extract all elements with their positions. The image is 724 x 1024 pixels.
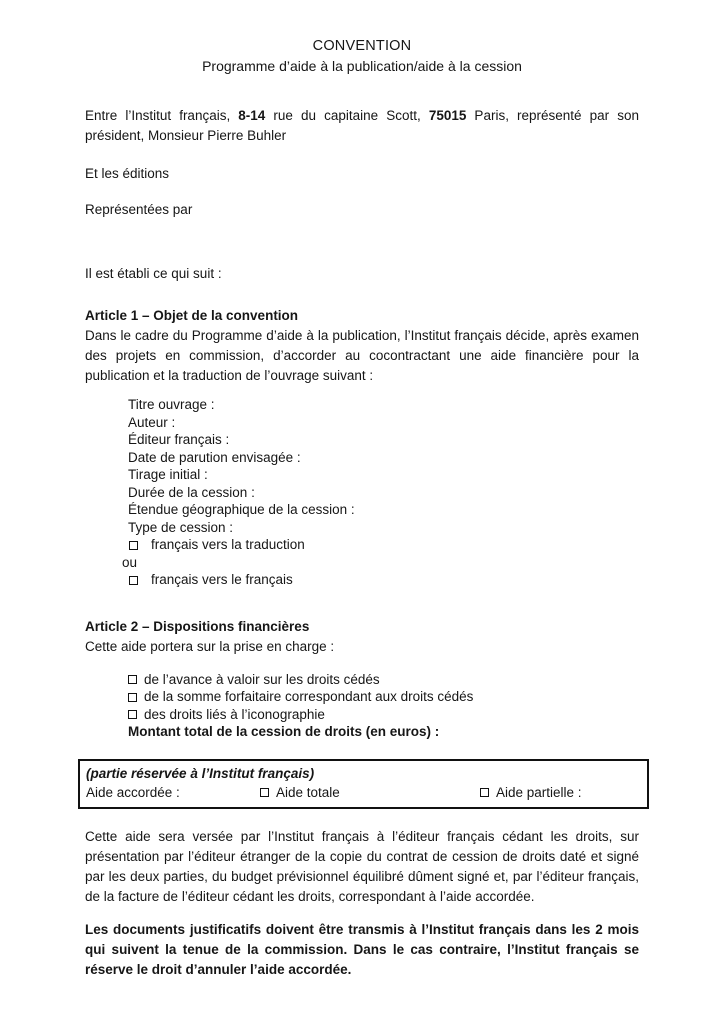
aide-accordee-label: Aide accordée : — [86, 784, 180, 800]
established-line: Il est établi ce qui suit : — [85, 266, 222, 281]
field-tirage-initial: Tirage initial : — [128, 467, 208, 482]
document-subtitle: Programme d’aide à la publication/aide à la cession — [202, 58, 522, 74]
intro-paragraph — [85, 106, 639, 146]
reserved-box-title: (partie réservée à l’Institut français) — [86, 765, 315, 781]
ouvrage-field-list — [122, 396, 639, 589]
field-etendue-geographique: Étendue géographique de la cession : — [128, 502, 355, 517]
aide-totale-label: Aide totale — [276, 784, 340, 800]
charge-checkbox-list — [128, 671, 639, 741]
checkbox-icon[interactable] — [480, 788, 489, 797]
postal-code: 75015 — [428, 108, 467, 123]
field-titre-ouvrage: Titre ouvrage : — [128, 397, 215, 412]
aide-accordee-row — [86, 783, 641, 802]
charge-somme-forfaitaire-option — [128, 688, 639, 706]
article1-body: Dans le cadre du Programme d’aide à la publication, l’Institut français décide, après examen des projets en commission, d’accorder au cocontractant une aide financière pour la publication et la traduction de l’ouvrage suivant : — [85, 328, 639, 383]
field-date-parution: Date de parution envisagée : — [128, 449, 301, 465]
or-label: ou — [122, 554, 138, 570]
checkbox-icon[interactable] — [128, 710, 137, 719]
charge-somme-label: de la somme forfaitaire correspondant aux droits cédés — [144, 689, 474, 704]
field-duree-cession: Durée de la cession : — [128, 484, 255, 500]
field-editeur-francais: Éditeur français : — [128, 432, 230, 447]
documents-deadline-paragraph: Les documents justificatifs doivent être transmis à l’Institut français dans les 2 mois qui suivent la tenue de la commission. Dans le cas contraire, l’Institut français se réserve le droit d’annuler l’aide accordée. — [85, 921, 639, 977]
address-number: 8-14 — [238, 108, 266, 123]
article2-heading: Article 2 – Dispositions financières — [85, 618, 310, 634]
intro-text-1: Entre l’Institut français, — [85, 108, 239, 123]
option-francais-label: français vers le français — [151, 572, 293, 587]
montant-total-label: Montant total de la cession de droits (en euros) : — [128, 724, 440, 739]
charge-iconographie-label: des droits liés à l’iconographie — [144, 706, 325, 722]
charge-avance-option — [128, 671, 639, 689]
field-auteur: Auteur : — [128, 414, 176, 430]
option-francais-vers-le-francais — [129, 571, 639, 589]
checkbox-icon[interactable] — [129, 541, 138, 550]
intro-text-2: rue du capitaine Scott, — [265, 108, 429, 123]
charge-droits-iconographie-option — [128, 706, 639, 724]
checkbox-icon[interactable] — [128, 693, 137, 702]
represented-by-line: Représentées par — [85, 202, 193, 217]
charge-avance-label: de l’avance à valoir sur les droits cédés — [144, 671, 380, 687]
intro-text-3: Paris, représenté par son président, Monsieur Pierre Buhler — [85, 108, 639, 143]
aide-totale-option — [260, 783, 480, 802]
aide-partielle-option — [480, 783, 641, 802]
document-title: CONVENTION — [312, 38, 412, 54]
checkbox-icon[interactable] — [128, 675, 137, 684]
option-traduction-label: français vers la traduction — [151, 537, 305, 552]
document-header — [85, 36, 639, 76]
option-francais-vers-la-traduction — [129, 536, 639, 554]
article2-intro: Cette aide portera sur la prise en charge : — [85, 638, 335, 654]
article1-heading: Article 1 – Objet de la convention — [85, 308, 299, 323]
editions-line: Et les éditions — [85, 166, 170, 181]
checkbox-icon[interactable] — [260, 788, 269, 797]
field-type-cession: Type de cession : — [128, 519, 234, 535]
payment-paragraph: Cette aide sera versée par l’Institut français à l’éditeur français cédant les droits, sur présentation par l’éditeur étranger de la copie du contrat de cession de droits daté et signé par les deux parties, du budget prévisionnel équilibré dûment signé et, par l’éditeur français, de la facture de l’éditeur cédant les droits, correspondant à l’aide accordée. — [85, 828, 639, 904]
aide-partielle-label: Aide partielle : — [496, 784, 582, 800]
checkbox-icon[interactable] — [129, 576, 138, 585]
reserved-section-box — [78, 759, 649, 809]
